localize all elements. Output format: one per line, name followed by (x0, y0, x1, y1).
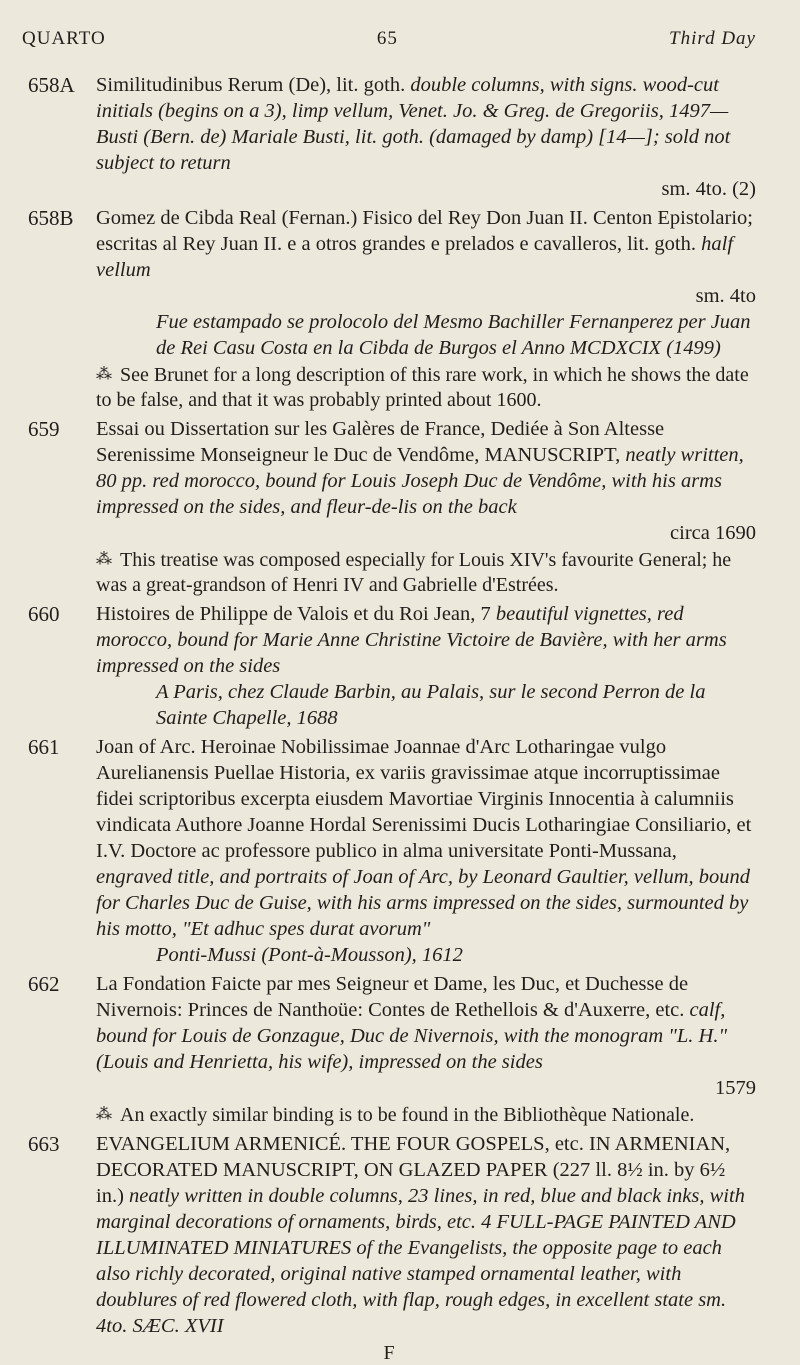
lot-description (96, 734, 756, 968)
lot-imprint: A Paris, chez Claude Barbin, au Palais, sur le second Perron de la Sainte Chapelle, 1688 (156, 681, 706, 729)
lot-description (96, 971, 756, 1128)
lot-note (96, 1102, 756, 1128)
lot-number: 659 (28, 417, 60, 441)
lot-details: neatly written, 80 pp. red morocco, bound for Louis Joseph Duc de Vendôme, with his arms impressed on the sides, and fleur-de-lis on the back (96, 444, 744, 518)
asterism-icon: ⁂ (96, 1106, 112, 1123)
lot-title: Essai ou Dissertation sur les Galères de France, Dediée à Son Altesse Serenissime Monseigneur le Duc de Vendôme, MANUSCRIPT, (96, 418, 665, 466)
lot-description (96, 416, 756, 598)
lot-details: calf, bound for Louis de Gonzague, Duc de Nivernois, with the monogram "L. H." (Louis and Henrietta, his wife), impressed on the sides (96, 999, 728, 1073)
signature-mark: F (383, 1342, 395, 1364)
lot-imprint: Ponti-Mussi (Pont-à-Mousson), 1612 (156, 944, 463, 966)
lot-list (22, 72, 756, 1339)
lot-description (96, 72, 756, 202)
lot-details: engraved title, and portraits of Joan of Arc, by Leonard Gaultier, vellum, bound for Charles Duc de Guise, with his arms impressed on the sides, surmounted by his motto, "Et adhuc spes durat avorum" (96, 866, 751, 940)
lot-entry (22, 205, 756, 413)
lot-entry (22, 971, 756, 1128)
lot-note-text: See Brunet for a long description of this rare work, in which he shows the date to be false, and that it was probably printed about 1600. (96, 364, 749, 411)
asterism-icon: ⁂ (96, 366, 112, 383)
lot-title: Joan of Arc. Heroinae Nobilissimae Joannae d'Arc Lotharingae vulgo Aurelianensis Puellae Historia, ex variis gravissimae atque incorruptissimae fidei scriptoribus excerpta eiusdem Mavortiae Virginis Innocentia à calumniis vindicata Authore Joanne Hordal Serenissimi Ducis Lotharingiae Consiliario, et I.V. Doctore ac professore publico in alma universitate Ponti-Mussana, (96, 736, 752, 862)
lot-number: 663 (28, 1132, 60, 1156)
lot-description (96, 205, 756, 413)
lot-details: half vellum (96, 233, 734, 281)
lot-details: double columns, with signs. wood-cut initials (begins on a 3), limp vellum, Venet. Jo. & Greg. de Gregoriis, 1497—Busti (Bern. de) Mariale Busti, lit. goth. (damaged by damp) [14—]; sold not subject to return (96, 74, 731, 174)
running-head (22, 28, 756, 66)
lot-note-text: This treatise was composed especially for Louis XIV's favourite General; he was a great-grandson of Henri IV and Gabrielle d'Estrées. (96, 549, 732, 596)
lot-note (96, 547, 756, 598)
lot-details: neatly written in double columns, 23 lines, in red, blue and black inks, with marginal decorations of ornaments, birds, etc. 4 FULL-PAGE PAINTED AND ILLUMINATED MINIATURES of the Evangelists, the opposite page to each also richly decorated, original native stamped ornamental leather, with doublures of red flowered cloth, with flap, rough edges, in excellent state sm. 4to. SÆC. XVII (96, 1185, 745, 1337)
lot-title: Similitudinibus Rerum (De), lit. goth. (96, 74, 406, 96)
lot-details: beautiful vignettes, red morocco, bound for Marie Anne Christine Victoire de Bavière, with her arms impressed on the sides (96, 603, 727, 677)
lot-entry (22, 416, 756, 598)
lot-title: Histoires de Philippe de Valois et du Roi Jean, 7 (96, 603, 491, 625)
lot-date: 1579 (715, 1077, 756, 1099)
lot-format: sm. 4to (695, 285, 756, 307)
asterism-icon: ⁂ (96, 551, 112, 568)
lot-entry (22, 72, 756, 202)
lot-entry (22, 601, 756, 731)
lot-number: 662 (28, 972, 60, 996)
lot-title: Gomez de Cibda Real (Fernan.) Fisico del Rey Don Juan II. Centon Epistolario; escritas al Rey Juan II. e a otros grandes e prelados e cavalleros, lit. goth. (96, 207, 754, 255)
lot-number: 660 (28, 602, 60, 626)
sale-day: Third Day (669, 28, 756, 49)
lot-description (96, 601, 756, 731)
lot-note-text: An exactly similar binding is to be found in the Bibliothèque Nationale. (120, 1104, 695, 1126)
lot-number: 661 (28, 735, 60, 759)
lot-date: circa 1690 (670, 522, 756, 544)
section-label: QUARTO (22, 28, 106, 49)
lot-description (96, 1131, 756, 1339)
lot-number: 658A (28, 73, 75, 97)
lot-number: 658B (28, 206, 74, 230)
lot-note (96, 362, 756, 413)
lot-imprint: Fue estampado se prolocolo del Mesmo Bachiller Fernanperez per Juan de Rei Casu Costa en la Cibda de Burgos el Anno MCDXCIX (1499) (156, 311, 751, 359)
lot-title: La Fondation Faicte par mes Seigneur et Dame, les Duc, et Duchesse de Nivernois: Princes de Nanthoüe: Contes de Rethellois & d'Auxerre, etc. (96, 973, 689, 1021)
lot-entry (22, 734, 756, 968)
lot-title: EVANGELIUM ARMENICÉ. THE FOUR GOSPELS, etc. IN ARMENIAN, DECORATED MANUSCRIPT, ON GLAZED PAPER (227 ll. 8½ in. by 6½ in.) (96, 1133, 731, 1207)
page-number: 65 (376, 28, 398, 49)
lot-entry (22, 1131, 756, 1339)
lot-format: sm. 4to. (2) (661, 178, 756, 200)
